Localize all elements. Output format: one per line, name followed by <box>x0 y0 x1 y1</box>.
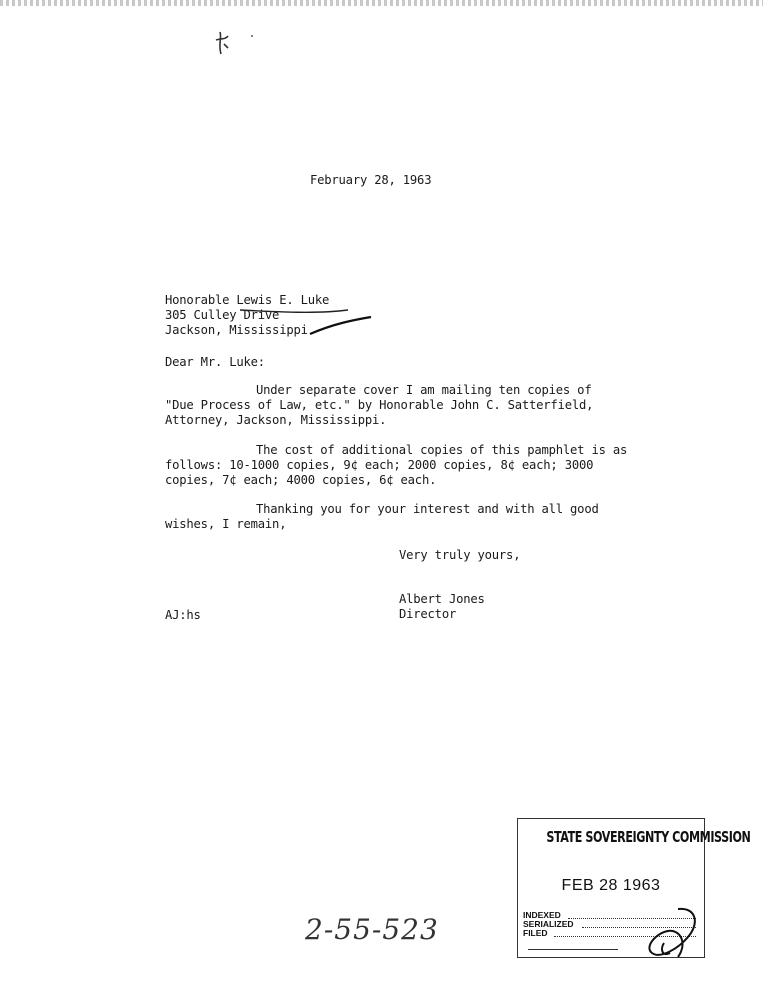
stamp-title: STATE SOVEREIGNTY COMMISSION <box>546 828 751 846</box>
scan-top-edge <box>0 0 763 6</box>
salutation: Dear Mr. Luke: <box>165 355 265 369</box>
closing: Very truly yours, <box>399 548 521 562</box>
letter-date: February 28, 1963 <box>310 173 432 187</box>
recipient-name: Honorable Lewis E. Luke <box>165 293 330 307</box>
typist-initials: AJ:hs <box>165 608 201 622</box>
signature-title: Director <box>399 607 457 621</box>
stamp-label-serialized: SERIALIZED <box>523 919 574 929</box>
stamp-line-bottom <box>528 949 618 950</box>
recipient-city: Jackson, Mississippi <box>165 323 308 337</box>
stamp-label-indexed: INDEXED <box>523 910 561 920</box>
handwritten-initials <box>638 903 700 965</box>
file-number: 2-55-523 <box>305 913 439 946</box>
stamp-date: FEB 28 1963 <box>561 877 661 894</box>
recipient-street: 305 Culley Drive <box>165 308 280 322</box>
signature-name: Albert Jones <box>399 592 485 606</box>
paragraph-closing: Thanking you for your interest and with all good wishes, I remain, <box>165 502 599 531</box>
stamp-label-filed: FILED <box>523 928 548 938</box>
handwritten-mark <box>212 28 262 60</box>
paragraph-mailing: Under separate cover I am mailing ten copies of "Due Process of Law, etc." by Honorable John C. Satterfield, Attorney, Jackson, Mississippi. <box>165 383 594 427</box>
paragraph-pricing: The cost of additional copies of this pamphlet is as follows: 10-1000 copies, 9¢ each; 2000 copies, 8¢ each; 3000 copies, 7¢ each; 4000 copies, 6¢ each. <box>165 443 628 487</box>
pen-underline <box>238 300 378 340</box>
